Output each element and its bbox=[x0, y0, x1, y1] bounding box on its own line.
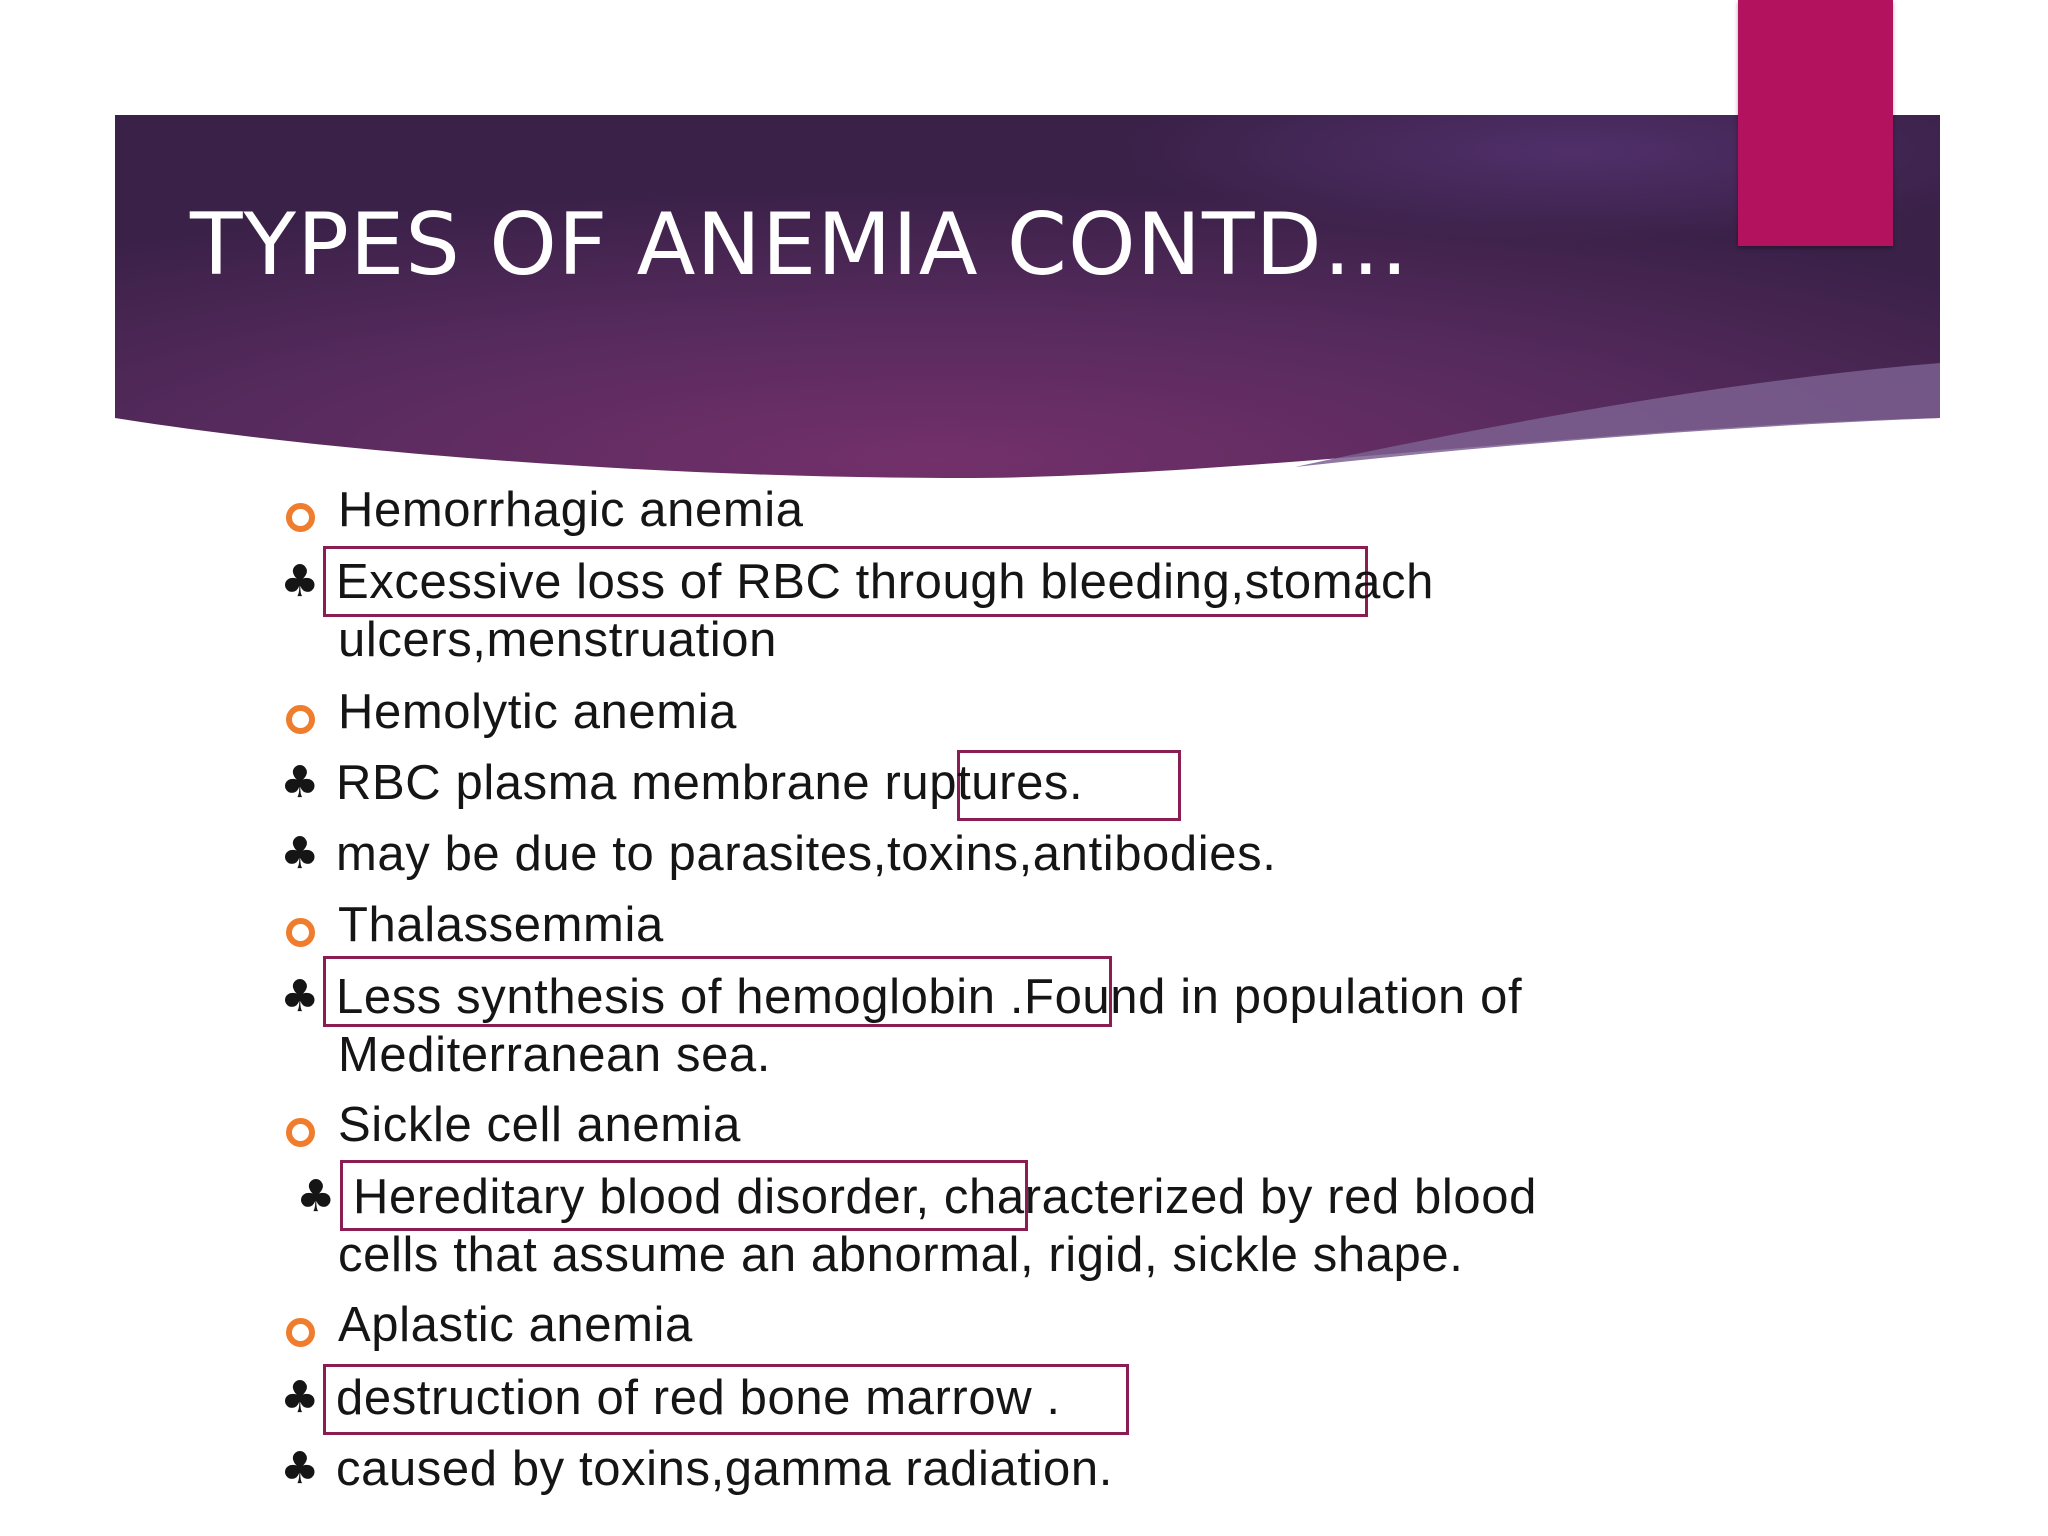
list-item-detail bbox=[336, 754, 1083, 812]
list-item-heading: Hemolytic anemia bbox=[338, 685, 738, 739]
detail-text: characterized by red blood bbox=[929, 1170, 1537, 1224]
highlighted-text: ruptures bbox=[884, 756, 1070, 810]
detail-text: . bbox=[1032, 1371, 1061, 1425]
circle-bullet-icon bbox=[286, 705, 315, 734]
highlighted-text: Excessive loss of RBC through bleeding bbox=[336, 555, 1231, 609]
circle-bullet-icon bbox=[286, 503, 315, 532]
list-item-heading: Sickle cell anemia bbox=[338, 1098, 741, 1152]
list-item-continuation: ulcers,menstruation bbox=[338, 613, 777, 667]
detail-text: .Found in population of bbox=[1009, 970, 1523, 1024]
list-item-detail bbox=[336, 968, 1522, 1026]
list-item-detail bbox=[353, 1168, 1537, 1226]
club-bullet-icon: ♣ bbox=[280, 556, 320, 607]
list-item-detail: caused by toxins,gamma radiation. bbox=[336, 1442, 1113, 1496]
club-bullet-icon: ♣ bbox=[280, 1372, 320, 1423]
list-item-detail bbox=[336, 553, 1434, 611]
highlighted-text: Hereditary blood disorder, bbox=[353, 1170, 930, 1224]
club-bullet-icon: ♣ bbox=[280, 828, 320, 879]
club-bullet-icon: ♣ bbox=[296, 1171, 336, 1222]
circle-bullet-icon bbox=[286, 1318, 315, 1347]
list-item-heading: Aplastic anemia bbox=[338, 1298, 693, 1352]
circle-bullet-icon bbox=[286, 918, 315, 947]
club-bullet-icon: ♣ bbox=[280, 1443, 320, 1494]
list-item-heading: Hemorrhagic anemia bbox=[338, 483, 804, 537]
highlighted-text: destruction of red bone marrow bbox=[336, 1371, 1033, 1425]
list-item-heading: Thalassemmia bbox=[338, 898, 664, 952]
slide-title: TYPES OF ANEMIA CONTD… bbox=[190, 195, 1410, 295]
highlighted-text: Less synthesis of hemoglobin bbox=[336, 970, 1010, 1024]
club-bullet-icon: ♣ bbox=[280, 757, 320, 808]
detail-text: ,stomach bbox=[1230, 555, 1434, 609]
detail-text: RBC plasma membrane bbox=[336, 756, 885, 810]
list-item-detail: may be due to parasites,toxins,antibodies. bbox=[336, 827, 1277, 881]
club-bullet-icon: ♣ bbox=[280, 971, 320, 1022]
list-item-continuation: cells that assume an abnormal, rigid, sickle shape. bbox=[338, 1228, 1464, 1282]
circle-bullet-icon bbox=[286, 1118, 315, 1147]
detail-text: . bbox=[1069, 756, 1084, 810]
list-item-detail bbox=[336, 1369, 1061, 1427]
list-item-continuation: Mediterranean sea. bbox=[338, 1028, 771, 1082]
